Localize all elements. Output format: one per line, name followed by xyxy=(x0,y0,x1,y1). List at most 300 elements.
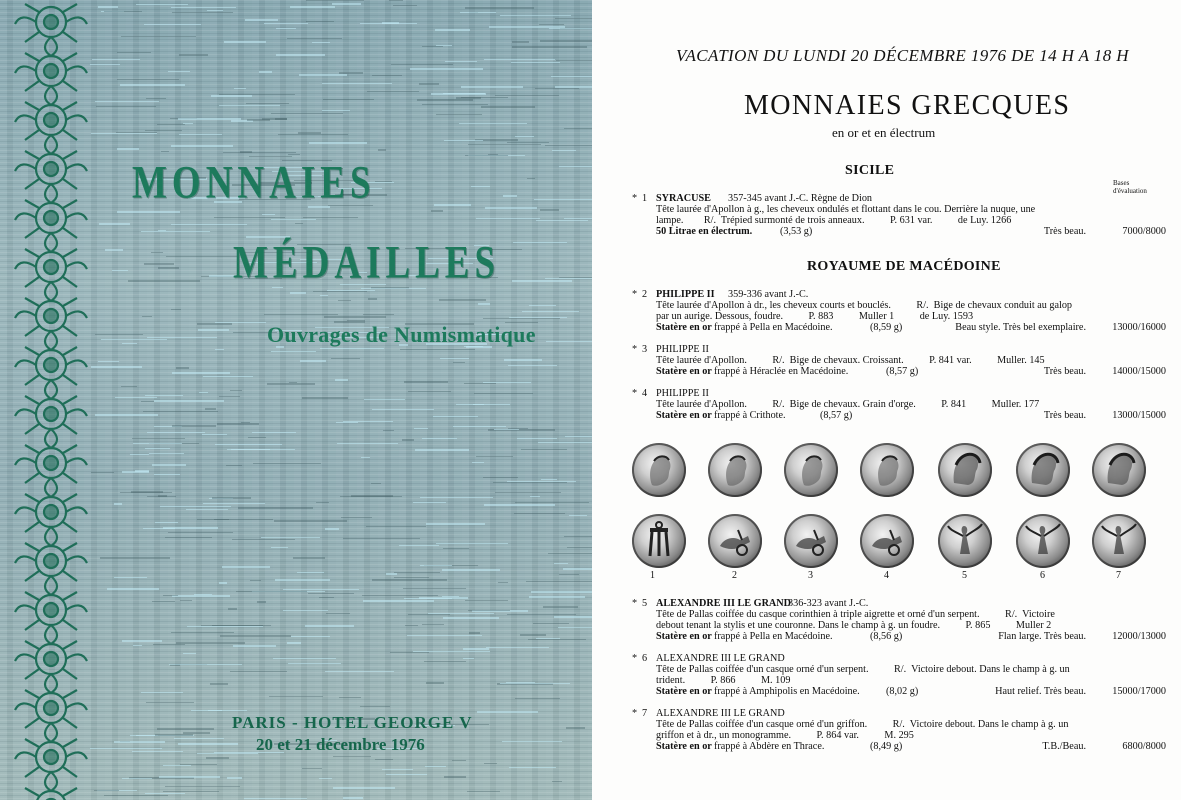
lot-description-line: Tête laurée d'Apollon à dr., les cheveux courts et bouclés. R/. Bige de chevaux conduit au galop xyxy=(656,300,1073,311)
lot-denomination: Statère en or xyxy=(656,366,712,377)
cover-title-line2: MÉDAILLES xyxy=(233,237,501,289)
texture-streak xyxy=(566,727,585,729)
texture-streak xyxy=(565,436,592,437)
texture-streak xyxy=(545,145,592,146)
texture-streak xyxy=(172,372,230,374)
texture-streak xyxy=(211,95,252,97)
texture-streak xyxy=(117,79,179,80)
texture-streak xyxy=(323,99,374,100)
lot-heading: PHILIPPE II xyxy=(656,344,709,355)
texture-streak xyxy=(264,23,308,24)
texture-streak xyxy=(104,11,142,12)
texture-streak xyxy=(465,600,508,601)
texture-streak xyxy=(564,218,592,219)
lot-number: 7 xyxy=(642,708,648,719)
texture-streak xyxy=(512,41,529,43)
lot-weight: (8,57 g) xyxy=(886,366,919,377)
coin-obverse-image xyxy=(1016,443,1070,497)
texture-streak xyxy=(478,303,490,305)
texture-streak xyxy=(91,366,142,368)
texture-streak xyxy=(386,573,397,575)
lot-number: 6 xyxy=(642,653,648,664)
texture-streak xyxy=(337,443,398,444)
texture-streak xyxy=(130,454,149,455)
texture-streak xyxy=(535,88,579,89)
texture-streak xyxy=(404,381,448,383)
texture-streak xyxy=(158,495,167,497)
texture-streak xyxy=(171,7,236,8)
texture-streak xyxy=(422,46,443,47)
texture-streak xyxy=(461,86,523,88)
texture-streak xyxy=(290,6,335,8)
texture-streak xyxy=(527,178,535,179)
texture-streak xyxy=(132,438,185,439)
texture-streak xyxy=(332,3,361,5)
lot-asterisk: * xyxy=(632,289,638,300)
texture-streak xyxy=(507,481,576,482)
texture-streak xyxy=(443,548,469,549)
lot-mint: frappé à Pella en Macédoine. xyxy=(714,631,833,642)
texture-streak xyxy=(95,101,159,102)
texture-streak xyxy=(485,207,537,209)
texture-streak xyxy=(414,428,428,429)
texture-streak xyxy=(366,526,426,527)
texture-streak xyxy=(222,566,270,568)
texture-streak xyxy=(363,600,434,602)
texture-streak xyxy=(540,209,559,211)
texture-streak xyxy=(159,776,220,778)
texture-streak xyxy=(407,635,482,636)
texture-streak xyxy=(512,280,572,282)
texture-streak xyxy=(442,596,459,597)
texture-streak xyxy=(271,219,316,220)
texture-streak xyxy=(94,790,119,791)
lot-weight: (8,49 g) xyxy=(870,741,903,752)
texture-streak xyxy=(452,760,466,761)
texture-streak xyxy=(464,383,496,384)
texture-streak xyxy=(212,497,251,499)
texture-streak xyxy=(309,142,367,144)
texture-streak xyxy=(420,565,452,566)
texture-streak xyxy=(197,753,258,754)
texture-streak xyxy=(484,59,555,60)
section-heading-sicile: SICILE xyxy=(845,163,895,178)
texture-streak xyxy=(202,434,227,435)
texture-streak xyxy=(120,84,185,86)
texture-streak xyxy=(394,572,440,573)
texture-streak xyxy=(128,280,200,282)
texture-streak xyxy=(405,625,418,626)
texture-streak xyxy=(503,195,517,197)
texture-streak xyxy=(511,62,560,63)
texture-streak xyxy=(536,220,588,221)
texture-streak xyxy=(158,267,179,269)
texture-streak xyxy=(364,399,405,400)
lot-weight: (8,56 g) xyxy=(870,631,903,642)
texture-streak xyxy=(422,624,444,625)
texture-streak xyxy=(483,318,560,319)
texture-streak xyxy=(95,334,143,335)
texture-streak xyxy=(275,579,330,581)
texture-streak xyxy=(273,658,336,659)
texture-streak xyxy=(135,470,149,472)
lot-description-line: debout tenant la stylis et une couronne. Dans le champ à g. un foudre. P. 865 Muller 2 xyxy=(656,620,1052,631)
texture-streak xyxy=(223,152,296,153)
texture-streak xyxy=(141,692,183,693)
texture-streak xyxy=(122,343,137,344)
texture-streak xyxy=(303,217,358,218)
texture-streak xyxy=(433,416,478,417)
texture-streak xyxy=(264,314,338,315)
texture-streak xyxy=(335,379,348,381)
texture-streak xyxy=(541,479,557,480)
texture-streak xyxy=(183,123,193,124)
texture-streak xyxy=(394,577,429,578)
texture-streak xyxy=(336,422,358,423)
texture-streak xyxy=(444,140,483,141)
texture-streak xyxy=(122,778,152,779)
texture-streak xyxy=(215,322,266,323)
texture-streak xyxy=(559,574,579,575)
lot-date: 359-336 avant J.-C. xyxy=(728,289,809,300)
coin-plate-number: 2 xyxy=(732,570,737,581)
coin-reverse-image xyxy=(632,514,686,568)
texture-streak xyxy=(191,710,222,711)
texture-streak xyxy=(90,64,120,65)
texture-streak xyxy=(172,12,233,13)
texture-streak xyxy=(368,298,377,300)
texture-streak xyxy=(515,136,534,137)
texture-streak xyxy=(157,124,185,125)
texture-streak xyxy=(259,71,272,73)
texture-streak xyxy=(226,465,242,466)
texture-streak xyxy=(293,557,325,559)
texture-streak xyxy=(253,463,321,464)
texture-streak xyxy=(390,652,429,653)
texture-streak xyxy=(236,591,307,592)
texture-streak xyxy=(564,536,592,537)
lot-entry xyxy=(632,193,1168,237)
texture-streak xyxy=(288,663,341,664)
lot-weight: (3,53 g) xyxy=(780,226,813,237)
texture-streak xyxy=(168,71,190,72)
texture-streak xyxy=(145,130,182,131)
texture-streak xyxy=(158,230,166,231)
session-heading: VACATION DU LUNDI 20 DÉCEMBRE 1976 DE 14 H A 18 H xyxy=(676,46,1129,65)
estimate-label-line1: Bases xyxy=(1113,179,1130,187)
texture-streak xyxy=(201,625,271,626)
texture-streak xyxy=(453,426,506,427)
texture-streak xyxy=(319,597,334,598)
texture-streak xyxy=(556,60,592,61)
texture-streak xyxy=(476,456,513,457)
texture-streak xyxy=(101,339,167,340)
lot-estimate: 14000/15000 xyxy=(1112,366,1166,377)
texture-streak xyxy=(486,647,549,648)
texture-streak xyxy=(558,627,592,628)
coin-reverse-image xyxy=(1016,514,1070,568)
texture-streak xyxy=(228,608,237,610)
lot-date: 336-323 avant J.-C. xyxy=(788,598,869,609)
lot-heading: ALEXANDRE III LE GRAND xyxy=(656,708,785,719)
texture-streak xyxy=(543,606,578,608)
texture-streak xyxy=(522,311,579,312)
texture-streak xyxy=(168,532,233,533)
lot-entry xyxy=(632,289,1168,333)
lot-estimate: 13000/15000 xyxy=(1112,410,1166,421)
lot-denomination: 50 Litrae en électrum. xyxy=(656,226,753,237)
texture-streak xyxy=(508,428,528,429)
texture-streak xyxy=(153,644,185,645)
texture-streak xyxy=(160,506,231,507)
lot-mint: frappé à Héraclée en Macédoine. xyxy=(714,366,849,377)
texture-streak xyxy=(495,95,559,96)
texture-streak xyxy=(477,711,538,713)
coin-obverse-image xyxy=(938,443,992,497)
texture-streak xyxy=(287,642,301,644)
texture-streak xyxy=(145,395,183,396)
texture-streak xyxy=(546,341,592,342)
texture-streak xyxy=(214,519,229,520)
texture-streak xyxy=(91,472,114,473)
lot-description-line: Tête laurée d'Apollon. R/. Bige de chevaux. Croissant. P. 841 var. Muller. 145 xyxy=(656,355,1045,366)
texture-streak xyxy=(312,42,330,43)
texture-streak xyxy=(469,632,480,634)
lot-entry xyxy=(632,344,1168,377)
section-heading-macedoine: ROYAUME DE MACÉDOINE xyxy=(807,259,1001,274)
texture-streak xyxy=(538,442,592,443)
texture-streak xyxy=(107,588,159,590)
texture-streak xyxy=(183,653,196,654)
texture-streak xyxy=(131,491,163,493)
texture-streak xyxy=(217,423,259,425)
texture-streak xyxy=(174,738,224,739)
texture-streak xyxy=(302,768,322,769)
texture-streak xyxy=(234,88,246,89)
texture-streak xyxy=(534,199,592,200)
lot-number: 4 xyxy=(642,388,648,399)
texture-streak xyxy=(306,0,364,1)
texture-streak xyxy=(322,110,350,111)
texture-streak xyxy=(509,767,556,768)
texture-streak xyxy=(419,83,439,85)
texture-streak xyxy=(362,595,438,596)
coin-plate-number: 7 xyxy=(1116,570,1121,581)
texture-streak xyxy=(219,396,240,397)
texture-streak xyxy=(247,119,270,121)
texture-streak xyxy=(163,791,219,792)
texture-streak xyxy=(305,625,354,627)
texture-streak xyxy=(155,522,178,523)
texture-streak xyxy=(563,568,592,570)
texture-streak xyxy=(540,40,592,42)
lot-description-line: trident. P. 866 M. 109 xyxy=(656,675,791,686)
texture-streak xyxy=(197,519,273,520)
texture-streak xyxy=(442,569,500,571)
texture-streak xyxy=(517,438,557,439)
lot-number: 1 xyxy=(642,193,648,204)
texture-streak xyxy=(426,523,485,525)
texture-streak xyxy=(116,132,157,133)
texture-streak xyxy=(378,149,386,151)
texture-streak xyxy=(495,492,561,493)
texture-streak xyxy=(471,186,490,187)
texture-streak xyxy=(176,367,189,369)
texture-streak xyxy=(171,145,233,147)
lot-denomination: Statère en or xyxy=(656,322,712,333)
texture-streak xyxy=(316,502,329,503)
texture-streak xyxy=(172,595,230,597)
coin-obverse-image xyxy=(632,443,686,497)
lot-asterisk: * xyxy=(632,388,638,399)
texture-streak xyxy=(91,133,157,134)
lot-heading: SYRACUSE xyxy=(656,193,711,204)
texture-streak xyxy=(146,702,194,703)
lot-entry xyxy=(632,708,1168,752)
texture-streak xyxy=(163,595,178,596)
texture-streak xyxy=(555,18,592,19)
texture-streak xyxy=(219,94,295,95)
texture-streak xyxy=(288,154,300,155)
lot-mint: frappé à Amphipolis en Macédoine. xyxy=(714,686,860,697)
texture-streak xyxy=(152,464,186,466)
texture-streak xyxy=(515,502,589,503)
texture-streak xyxy=(117,211,180,213)
texture-streak xyxy=(220,635,291,637)
texture-streak xyxy=(114,741,165,743)
lot-asterisk: * xyxy=(632,653,638,664)
texture-streak xyxy=(507,614,576,615)
texture-streak xyxy=(257,601,266,603)
texture-streak xyxy=(443,617,499,619)
lot-denomination: Statère en or xyxy=(656,686,712,697)
texture-streak xyxy=(389,0,403,1)
texture-streak xyxy=(227,449,270,450)
lot-entry xyxy=(632,653,1168,697)
texture-streak xyxy=(98,361,119,362)
texture-streak xyxy=(203,503,265,504)
lot-description-line: Tête de Pallas coiffée d'un casque orné d'un griffon. R/. Victoire debout. Dans le champ à g. un xyxy=(656,719,1069,730)
texture-streak xyxy=(187,626,263,627)
texture-streak xyxy=(179,134,222,135)
texture-streak xyxy=(372,75,402,76)
texture-streak xyxy=(199,392,208,393)
texture-streak xyxy=(99,223,130,225)
texture-streak xyxy=(372,409,434,410)
texture-streak xyxy=(144,24,201,25)
coin-obverse-image xyxy=(860,443,914,497)
lot-heading: PHILIPPE II xyxy=(656,289,715,300)
texture-streak xyxy=(210,683,228,685)
lot-mint: frappé à Pella en Macédoine. xyxy=(714,322,833,333)
texture-streak xyxy=(498,582,508,583)
texture-streak xyxy=(404,598,452,599)
texture-streak xyxy=(275,118,287,120)
lot-entry xyxy=(632,388,1168,421)
texture-streak xyxy=(500,683,570,684)
texture-streak xyxy=(100,557,170,559)
texture-streak xyxy=(171,632,234,633)
texture-streak xyxy=(179,54,208,56)
texture-streak xyxy=(244,798,307,799)
lot-heading: ALEXANDRE III LE GRAND xyxy=(656,598,792,609)
texture-streak xyxy=(340,496,402,497)
texture-streak xyxy=(96,106,156,107)
texture-streak xyxy=(484,504,555,506)
lot-weight: (8,57 g) xyxy=(820,410,853,421)
texture-streak xyxy=(382,769,413,770)
lot-denomination: Statère en or xyxy=(656,741,712,752)
texture-streak xyxy=(393,5,417,6)
texture-streak xyxy=(436,114,482,115)
texture-streak xyxy=(198,329,229,331)
texture-streak xyxy=(325,671,394,672)
lot-description-line: Tête de Pallas coiffée d'un casque orné d'un serpent. R/. Victoire debout. Dans le champ à g. un xyxy=(656,664,1070,675)
texture-streak xyxy=(468,144,541,145)
texture-streak xyxy=(230,390,242,391)
texture-streak xyxy=(145,448,170,449)
texture-streak xyxy=(219,582,227,584)
texture-streak xyxy=(248,437,266,438)
texture-streak xyxy=(403,588,466,589)
lot-mint: frappé à Abdère en Thrace. xyxy=(714,741,825,752)
texture-streak xyxy=(341,517,372,518)
coin-obverse-image xyxy=(1092,443,1146,497)
texture-streak xyxy=(521,449,567,450)
lot-description-line: Tête laurée d'Apollon. R/. Bige de chevaux. Grain d'orge. P. 841 Muller. 177 xyxy=(656,399,1040,410)
texture-streak xyxy=(230,671,287,672)
texture-streak xyxy=(290,292,306,294)
texture-streak xyxy=(554,563,568,564)
texture-streak xyxy=(508,365,557,366)
texture-streak xyxy=(552,150,576,151)
coin-obverse-image xyxy=(784,443,838,497)
texture-streak xyxy=(319,778,332,779)
texture-streak xyxy=(172,425,216,427)
texture-streak xyxy=(453,362,465,363)
texture-streak xyxy=(224,41,266,43)
texture-streak xyxy=(494,429,519,430)
texture-streak xyxy=(115,397,157,398)
lot-heading: PHILIPPE II xyxy=(656,388,709,399)
lot-number: 5 xyxy=(642,598,648,609)
texture-streak xyxy=(306,21,334,22)
texture-streak xyxy=(440,358,469,359)
texture-streak xyxy=(142,316,152,317)
texture-streak xyxy=(339,697,361,698)
lot-weight: (8,02 g) xyxy=(886,686,919,697)
texture-streak xyxy=(367,91,419,92)
texture-streak xyxy=(408,391,451,392)
lot-entry xyxy=(632,598,1168,642)
texture-streak xyxy=(506,682,535,683)
texture-streak xyxy=(145,793,185,794)
texture-streak xyxy=(215,444,282,445)
texture-streak xyxy=(161,151,169,152)
texture-streak xyxy=(467,791,500,792)
coin-reverse-image xyxy=(708,514,762,568)
lot-mint: frappé à Crithote. xyxy=(714,410,786,421)
texture-streak xyxy=(425,766,446,767)
texture-streak xyxy=(186,509,228,510)
texture-streak xyxy=(422,438,457,439)
texture-streak xyxy=(276,54,325,56)
texture-streak xyxy=(271,113,343,114)
texture-streak xyxy=(548,553,592,554)
texture-streak xyxy=(299,74,347,76)
texture-streak xyxy=(206,757,229,759)
texture-streak xyxy=(463,658,474,659)
